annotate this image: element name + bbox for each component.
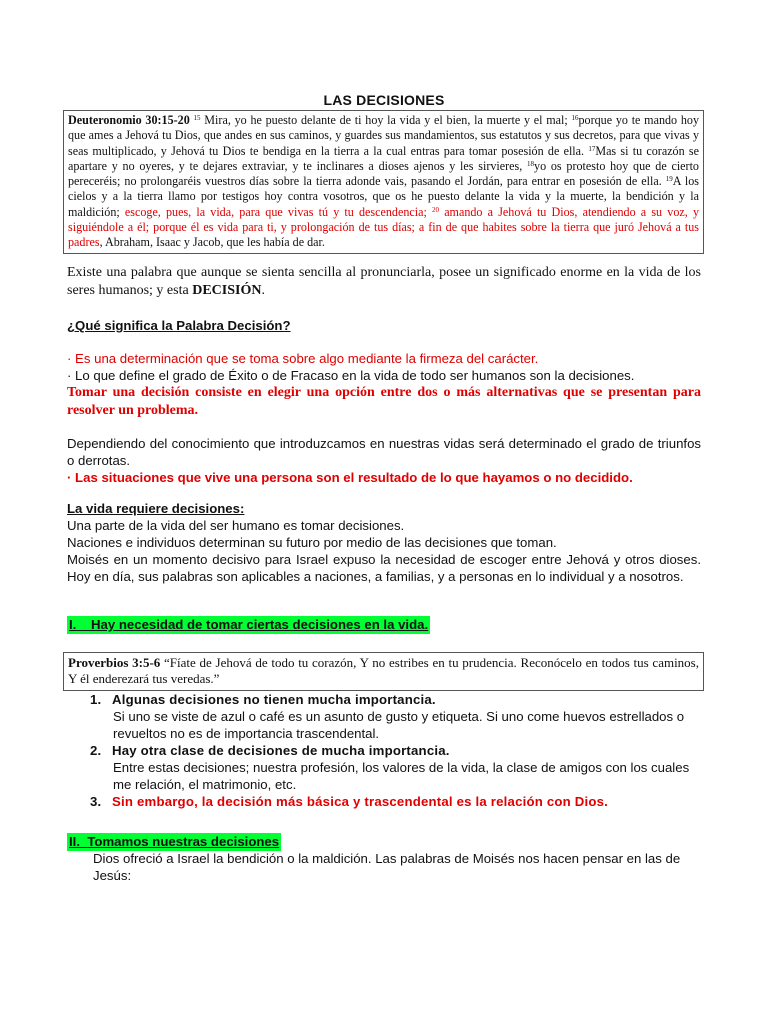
verse-text: Mira, yo he puesto delante de ti hoy la vida y el bien, la muerte y el mal; [200, 113, 572, 127]
item-number: 1. [90, 692, 102, 707]
item-number: 2. [90, 743, 102, 758]
verse-number: 19 [665, 175, 673, 184]
question-heading: ¿Qué significa la Palabra Decisión? [67, 318, 291, 333]
life-paragraph-3: Moisés en un momento decisivo para Israel expuso la necesidad de escoger entre Jehová y otros dioses. Hoy en día, sus palabras son aplicables a naciones, a familias, y a personas en lo individual y a nosotros. [67, 552, 701, 584]
scripture-reference: Deuteronomio 30:15-20 [68, 113, 190, 127]
verse-number: 17 [588, 144, 596, 153]
scripture-reference: Proverbios 3:5-6 [68, 655, 161, 670]
verse-number: 16 [571, 114, 579, 122]
verse-text: Mas si tu corazón se apartare y no oyeres, y te dejares extraviar, y te inclinares a dioses ajenos y les sirvieres, [68, 143, 699, 173]
intro-text: Existe una palabra que aunque se sienta sencilla al pronunciarla, posee un significado enorme en la vida de los seres humanos; y esta [67, 265, 701, 298]
life-paragraph-1: Una parte de la vida del ser humano es tomar decisiones. [67, 518, 405, 533]
section-highlight [67, 616, 430, 634]
verse-text: , Abraham, Isaac y Jacob, que les había de dar. [99, 235, 325, 250]
verse-number: 20 [432, 205, 440, 214]
verse-text: yo os protesto hoy que de cierto pereceréis; no prolongaréis vuestros días sobre la tierra adonde vais, pasando el Jordán, para entrar en posesión de ella. [68, 158, 699, 189]
section-number: I. [69, 617, 77, 632]
depending-paragraph: Dependiendo del conocimiento que introduzcamos en nuestras vidas será determinado el grado de triunfos o derrotas. [67, 436, 701, 468]
section-highlight [67, 833, 281, 851]
intro-end: . [261, 283, 265, 298]
scripture-box-proverbs [63, 652, 704, 691]
verse-number: 15 [193, 114, 201, 122]
intro-keyword: DECISIÓN [192, 283, 262, 298]
section-title: Tomamos nuestras decisiones [87, 834, 280, 849]
item-body: Entre estas decisiones; nuestra profesión, los valores de la vida, la clase de amigos con los cuales me relación, el matrimonio, etc. [113, 760, 690, 792]
list-item [90, 691, 702, 742]
section-2-body: Dios ofreció a Israel la bendición o la maldición. Las palabras de Moisés nos hacen pensar en las de Jesús: [93, 851, 681, 883]
verse-text: “Fíate de Jehová de todo tu corazón, Y no estribes en tu prudencia. Reconócelo en todos tus caminos, Y él enderezará tus veredas.” [68, 655, 699, 686]
section-heading-1 [67, 616, 430, 634]
section-number: II. [69, 834, 80, 849]
bullet-definition-1: · Es una determinación que se toma sobre algo mediante la firmeza del carácter. [67, 351, 539, 366]
verse-text-highlighted: escoge, pues, la vida, para que vivas tú y tu descendencia; [124, 204, 433, 219]
section-title: Hay necesidad de tomar ciertas decisiones en la vida. [90, 617, 429, 632]
verse-number: 18 [527, 159, 535, 168]
section-heading-2 [67, 833, 281, 851]
verse-text: porque yo te mando hoy que ames a Jehová tu Dios, que andes en sus caminos, y guardes sus mandamientos, sus estatutos y sus decretos, para que vivas y seas multiplicado, y Jehová tu Dios te bendiga en la tierra a la cual entras para tomar posesión de ella. [68, 113, 699, 158]
verse-text-highlighted: amando a Jehová tu Dios, atendiendo a su voz, y siguiéndole a él; porque él es vida para ti, y prolongación de tus días; a fin de que habites sobre la tierra que juró Jehová a tus padres [68, 204, 699, 250]
scripture-box-deuteronomy [63, 110, 704, 254]
list-item [90, 742, 702, 793]
item-title: Sin embargo, la decisión más básica y trascendental es la relación con Dios. [112, 794, 608, 809]
intro-paragraph [67, 264, 701, 300]
situations-statement: · Las situaciones que vive una persona son el resultado de lo que hayamos o no decidido. [67, 470, 633, 485]
life-heading: La vida requiere decisiones: [67, 501, 245, 516]
verse-text: A los cielos y a la tierra llamo por testigos hoy contra vosotros, que os he puesto delante la vida y la muerte, la bendición y la maldición; [68, 174, 699, 219]
item-title: Algunas decisiones no tienen mucha importancia. [112, 692, 436, 707]
definition-statement: Tomar una decisión consiste en elegir una opción entre dos o más alternativas que se presentan para resolver un problema. [67, 385, 701, 418]
item-title: Hay otra clase de decisiones de mucha importancia. [112, 743, 450, 758]
points-list [90, 691, 702, 810]
item-number: 3. [90, 794, 102, 809]
page-title: LAS DECISIONES [323, 92, 445, 108]
item-body: Si uno se viste de azul o café es un asunto de gusto y etiqueta. Si uno come huevos estrellados o revueltos no es de importancia trascendental. [113, 709, 685, 741]
life-paragraph-2: Naciones e individuos determinan su futuro por medio de las decisiones que toman. [67, 535, 557, 550]
bullet-definition-2: · Lo que define el grado de Éxito o de Fracaso en la vida de todo ser humanos son la decisiones. [67, 368, 635, 383]
list-item [90, 793, 702, 810]
